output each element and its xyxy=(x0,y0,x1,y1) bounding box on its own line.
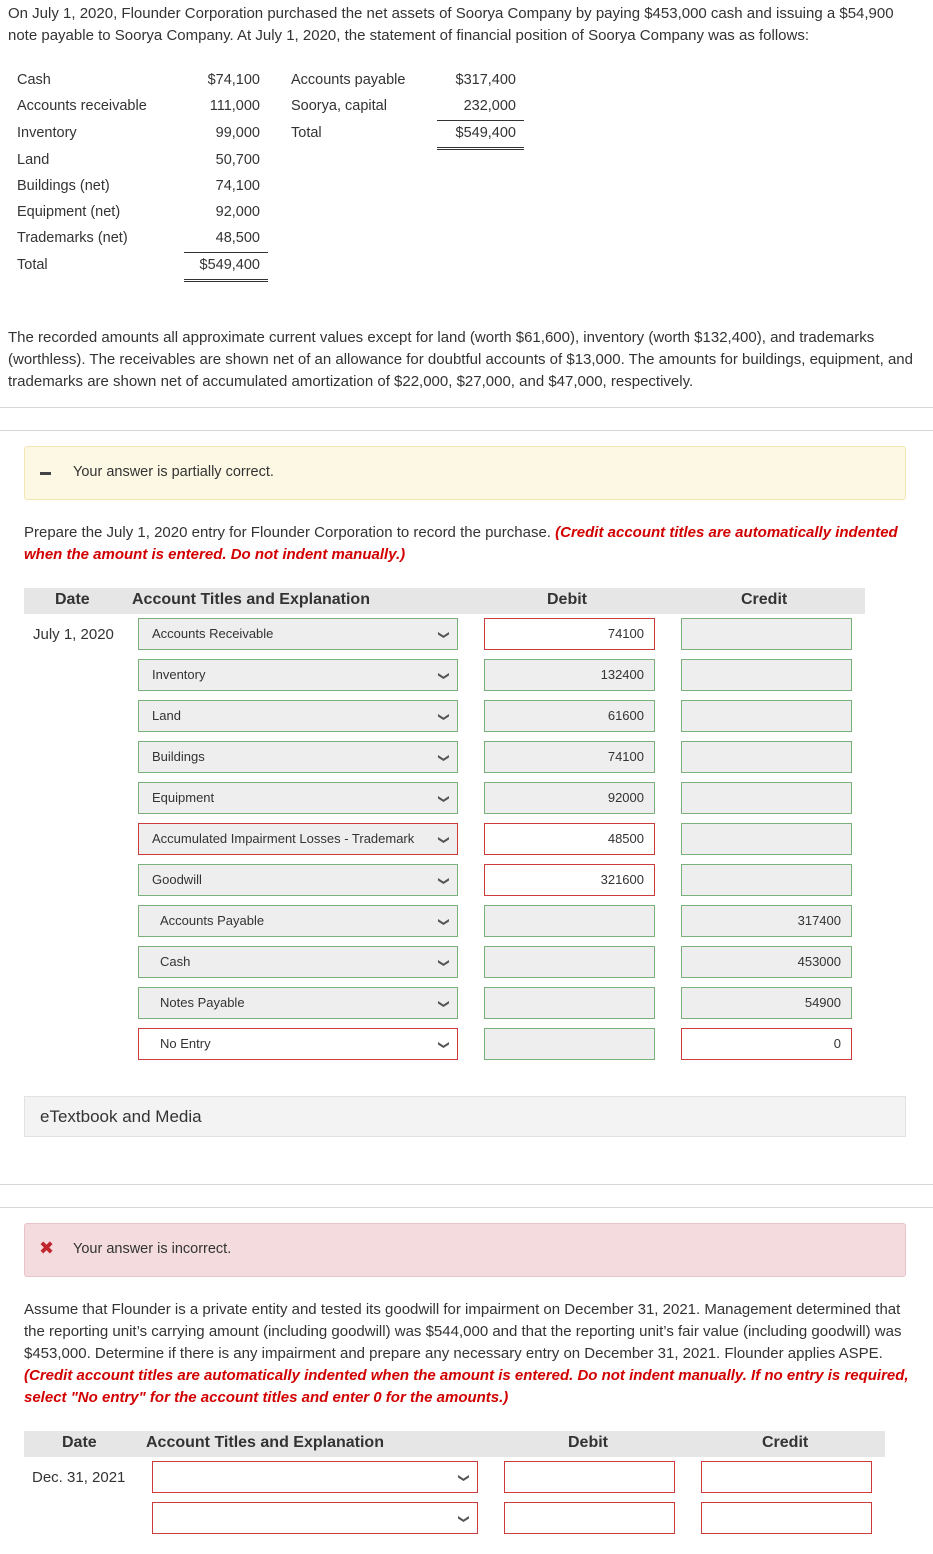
account-select[interactable] xyxy=(138,1028,458,1060)
underline xyxy=(184,252,268,253)
instruction-text: Prepare the July 1, 2020 entry for Flounder Corporation to record the purchase. xyxy=(24,524,551,541)
debit-input[interactable] xyxy=(504,1461,675,1493)
header-credit: Credit xyxy=(741,591,788,608)
partial-correct-notice xyxy=(24,446,906,500)
account-select-value: Cash xyxy=(160,954,191,969)
asset-label: Cash xyxy=(17,72,51,88)
account-select-value: Equipment xyxy=(152,790,215,805)
instruction-note: (Credit account titles are automatically indented when the amount is entered. Do not indent manually. If no entry is required, select "No entry" for the account titles and enter 0 for the amounts.) xyxy=(24,1367,909,1406)
account-select[interactable] xyxy=(138,782,458,814)
debit-input[interactable]: 132400 xyxy=(484,659,655,691)
chevron-down-icon: ❯ xyxy=(437,671,450,681)
asset-label: Land xyxy=(17,152,50,168)
credit-input[interactable] xyxy=(681,864,852,896)
liability-label: Accounts payable xyxy=(291,72,406,88)
credit-input[interactable]: 54900 xyxy=(681,987,852,1019)
debit-input[interactable]: 321600 xyxy=(484,864,655,896)
asset-amount: 111,000 xyxy=(209,98,260,114)
account-select-value: Land xyxy=(152,708,181,723)
entry-date: July 1, 2020 xyxy=(33,626,114,643)
divider xyxy=(0,430,933,431)
debit-input[interactable] xyxy=(484,905,655,937)
cross-icon: ✖ xyxy=(39,1238,55,1258)
credit-input[interactable] xyxy=(681,741,852,773)
double-underline xyxy=(184,279,268,282)
asset-amount: 50,700 xyxy=(215,152,260,168)
account-select-value: Accumulated Impairment Losses - Trademark xyxy=(152,831,415,846)
debit-input[interactable]: 92000 xyxy=(484,782,655,814)
credit-input[interactable] xyxy=(681,782,852,814)
account-select[interactable] xyxy=(138,659,458,691)
chevron-down-icon: ❯ xyxy=(437,917,450,927)
notice-text: Your answer is partially correct. xyxy=(73,464,274,480)
liability-label: Soorya, capital xyxy=(291,98,387,114)
liability-label: Total xyxy=(291,125,322,141)
account-select[interactable] xyxy=(138,864,458,896)
liability-amount: $549,400 xyxy=(455,125,516,141)
credit-input[interactable]: 317400 xyxy=(681,905,852,937)
problem-intro: On July 1, 2020, Flounder Corporation purchased the net assets of Soorya Company by paying $453,000 cash and issuing a $54,900 note payable to Soorya Company. At July 1, 2020, the statement of financial position of Soorya Company was as follows: xyxy=(8,5,894,44)
chevron-down-icon: ❯ xyxy=(457,1514,470,1524)
liability-amount: $317,400 xyxy=(455,72,516,88)
debit-input[interactable]: 48500 xyxy=(484,823,655,855)
header-credit: Credit xyxy=(762,1434,809,1451)
debit-input[interactable]: 74100 xyxy=(484,741,655,773)
chevron-down-icon: ❯ xyxy=(437,876,450,886)
entry-date: Dec. 31, 2021 xyxy=(32,1469,126,1486)
header-debit: Debit xyxy=(547,591,587,608)
instruction-text: Assume that Flounder is a private entity and tested its goodwill for impairment on December 31, 2021. Management determined that the reporting unit’s carrying amount (including goodwill) was $544,000 and that the reporting unit’s fair value (including goodwill) was $453,000. Determine if there is any impairment and prepare any necessary entry on December 31, 2021. Flounder applies ASPE. xyxy=(24,1301,902,1362)
credit-input[interactable] xyxy=(681,659,852,691)
part1-instruction xyxy=(24,522,914,566)
account-select[interactable] xyxy=(138,741,458,773)
chevron-down-icon: ❯ xyxy=(457,1473,470,1483)
account-select[interactable] xyxy=(138,700,458,732)
debit-input[interactable]: 74100 xyxy=(484,618,655,650)
asset-label: Total xyxy=(17,257,48,273)
double-underline xyxy=(437,147,524,150)
asset-amount: 48,500 xyxy=(215,230,260,246)
incorrect-notice xyxy=(24,1223,906,1277)
journal-header xyxy=(24,1431,885,1457)
header-date: Date xyxy=(55,591,90,608)
header-account: Account Titles and Explanation xyxy=(132,591,370,608)
account-select[interactable] xyxy=(152,1461,478,1493)
asset-label: Accounts receivable xyxy=(17,98,147,114)
credit-input[interactable]: 453000 xyxy=(681,946,852,978)
chevron-down-icon: ❯ xyxy=(437,794,450,804)
account-select-value: Notes Payable xyxy=(160,995,245,1010)
credit-input[interactable] xyxy=(701,1502,872,1534)
asset-label: Equipment (net) xyxy=(17,204,121,220)
notice-text: Your answer is incorrect. xyxy=(73,1241,232,1257)
chevron-down-icon: ❯ xyxy=(437,958,450,968)
debit-input[interactable]: 61600 xyxy=(484,700,655,732)
header-debit: Debit xyxy=(568,1434,608,1451)
account-select[interactable] xyxy=(138,987,458,1019)
account-select-value: Buildings xyxy=(152,749,205,764)
divider xyxy=(0,1207,933,1208)
chevron-down-icon: ❯ xyxy=(437,999,450,1009)
asset-label: Trademarks (net) xyxy=(17,230,128,246)
chevron-down-icon: ❯ xyxy=(437,712,450,722)
header-date: Date xyxy=(62,1434,97,1451)
asset-amount: $74,100 xyxy=(207,72,260,88)
account-select[interactable] xyxy=(138,905,458,937)
chevron-down-icon: ❯ xyxy=(437,630,450,640)
account-select[interactable] xyxy=(152,1502,478,1534)
asset-label: Inventory xyxy=(17,125,77,141)
minus-icon xyxy=(40,472,51,475)
part2-instruction xyxy=(24,1299,914,1409)
account-select-value: No Entry xyxy=(160,1036,211,1051)
divider xyxy=(0,407,933,408)
header-account: Account Titles and Explanation xyxy=(146,1434,384,1451)
chevron-down-icon: ❯ xyxy=(437,1040,450,1050)
account-select[interactable] xyxy=(138,946,458,978)
credit-input[interactable]: 0 xyxy=(681,1028,852,1060)
instruction-note: (Credit account titles are automatically indented when the amount is entered. Do not indent manually.) xyxy=(24,524,898,563)
account-select-value: Accounts Receivable xyxy=(152,626,274,641)
credit-input[interactable] xyxy=(701,1461,872,1493)
account-select[interactable] xyxy=(138,618,458,650)
credit-input[interactable] xyxy=(681,823,852,855)
debit-input[interactable] xyxy=(484,987,655,1019)
asset-amount: 74,100 xyxy=(215,178,260,194)
debit-input[interactable] xyxy=(484,946,655,978)
account-select-value: Accounts Payable xyxy=(160,913,265,928)
account-select-value: Inventory xyxy=(152,667,206,682)
credit-input[interactable] xyxy=(681,618,852,650)
liability-amount: 232,000 xyxy=(463,98,516,114)
credit-input[interactable] xyxy=(681,700,852,732)
account-select-value: Goodwill xyxy=(152,872,202,887)
divider xyxy=(0,1184,933,1185)
problem-notes: The recorded amounts all approximate current values except for land (worth $61,600), inventory (worth $132,400), and trademarks (worthless). The receivables are shown net of an allowance for doubtful accounts of $13,000. The amounts for buildings, equipment, and trademarks are shown net of accumulated amortization of $22,000, $27,000, and $47,000, respectively. xyxy=(8,329,913,390)
asset-amount: $549,400 xyxy=(199,257,260,273)
debit-input[interactable] xyxy=(504,1502,675,1534)
debit-input[interactable] xyxy=(484,1028,655,1060)
chevron-down-icon: ❯ xyxy=(437,753,450,763)
asset-amount: 92,000 xyxy=(215,204,260,220)
asset-amount: 99,000 xyxy=(215,125,260,141)
chevron-down-icon: ❯ xyxy=(437,835,450,845)
underline xyxy=(437,120,524,121)
etextbook-link[interactable]: eTextbook and Media xyxy=(24,1096,906,1137)
asset-label: Buildings (net) xyxy=(17,178,110,194)
journal-header xyxy=(24,588,865,614)
account-select[interactable] xyxy=(138,823,458,855)
